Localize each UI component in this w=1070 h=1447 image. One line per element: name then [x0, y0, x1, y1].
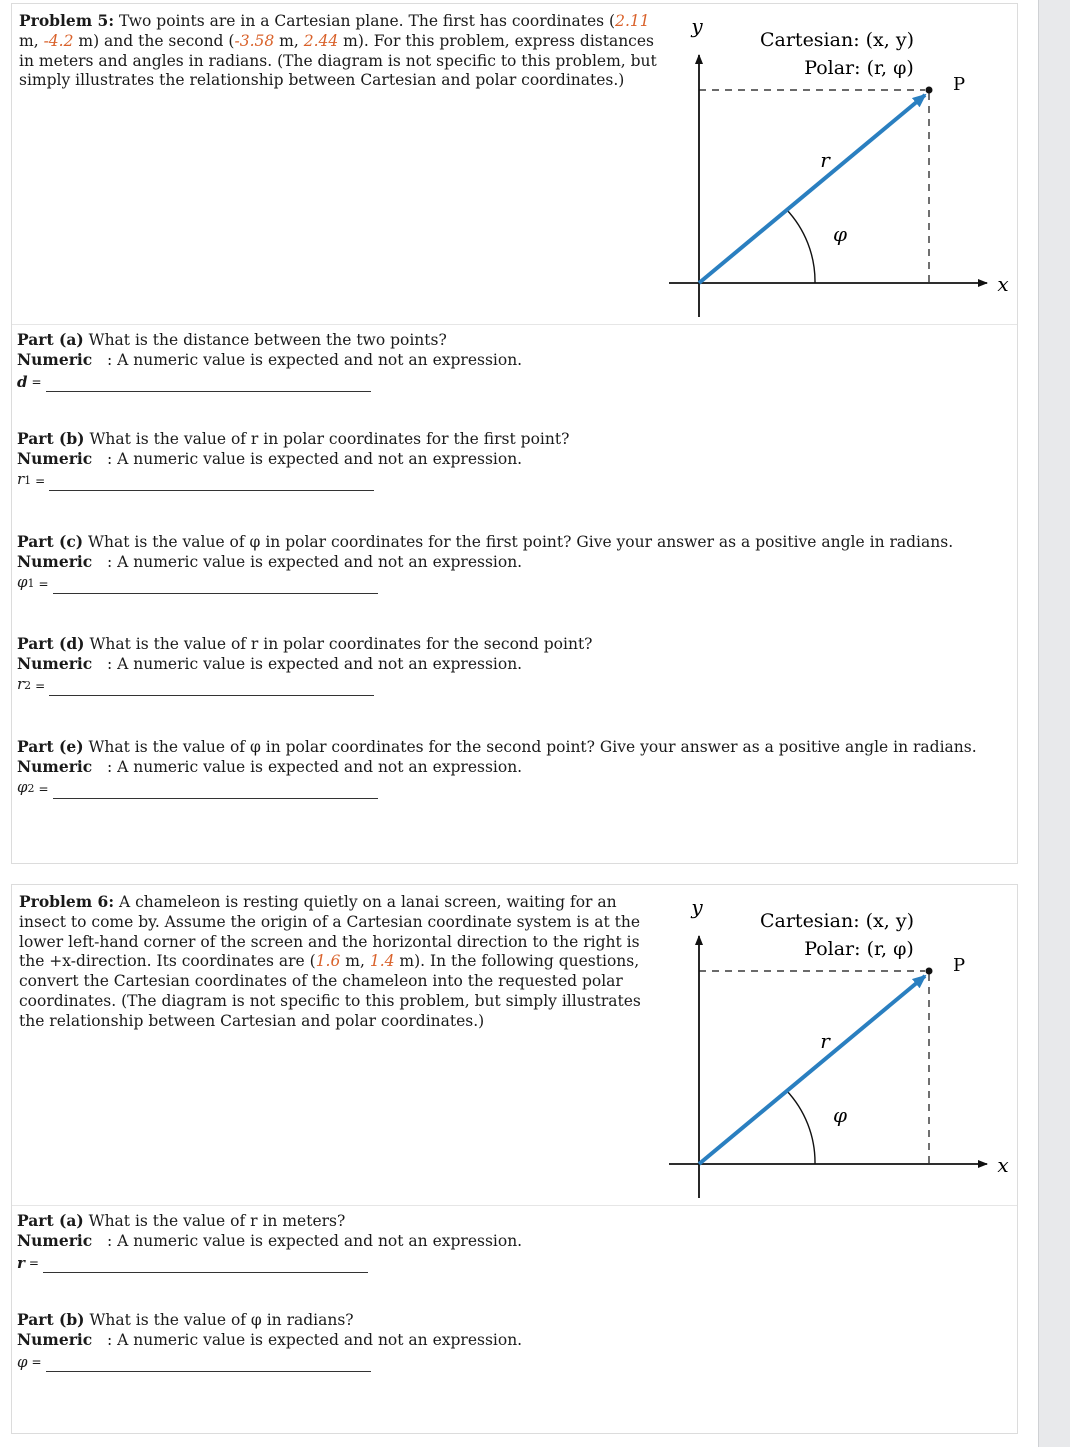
answer-input[interactable] [53, 784, 378, 799]
polar-label: Polar: (r, φ) [804, 938, 914, 960]
answer-variable [17, 1352, 28, 1372]
variable-subscript: 2 [27, 782, 35, 795]
numeric-label: Numeric [17, 552, 93, 571]
answer-row [17, 1251, 522, 1273]
statement-text: m, [274, 31, 304, 50]
variable-subscript: 1 [24, 474, 32, 487]
p5-part-a [17, 330, 522, 392]
scrollbar[interactable] [1038, 0, 1070, 1447]
answer-type-note [17, 449, 569, 469]
equals-sign: = [35, 679, 46, 693]
answer-type-note [17, 552, 953, 572]
numeric-label: Numeric [17, 449, 93, 468]
question-text: What is the value of φ in radians? [84, 1311, 354, 1329]
part-label: Part (a) [17, 330, 84, 349]
answer-type-note [17, 1330, 522, 1350]
statement-text: m, [340, 952, 370, 971]
numeric-note: : A numeric value is expected and not an expression. [92, 351, 523, 369]
answer-variable [17, 674, 31, 696]
polar-label: Polar: (r, φ) [804, 57, 914, 79]
part-label: Part (a) [17, 1211, 84, 1230]
part-question [17, 532, 953, 552]
answer-row [17, 777, 977, 799]
statement-text: A chameleon is resting quietly on a lanai screen, waiting for an insect to come by. Assume the origin of a Cartesian coordinate system is at the lower left-hand corner of the screen and the horizontal direction to the right is the +x-direction. Its coordinates are ( [19, 893, 640, 971]
answer-variable [17, 372, 28, 392]
variable-subscript: 1 [27, 577, 35, 590]
polar-diagram [667, 888, 1017, 1208]
problem-5-card [11, 3, 1018, 864]
question-text: What is the value of r in polar coordinates for the second point? [84, 635, 593, 653]
numeric-label: Numeric [17, 1330, 93, 1349]
point-p-label: P [952, 74, 966, 95]
variable-symbol: r [17, 470, 25, 488]
part-question [17, 634, 593, 654]
p5-part-c [17, 532, 953, 594]
part-label: Part (b) [17, 429, 85, 448]
numeric-label: Numeric [17, 654, 93, 673]
numeric-label: Numeric [17, 1231, 93, 1250]
variable-symbol: d [17, 373, 28, 391]
answer-input[interactable] [49, 681, 374, 696]
answer-row [17, 370, 522, 392]
r-label: r [820, 1029, 830, 1053]
numeric-note: : A numeric value is expected and not an expression. [92, 1232, 523, 1250]
problem-6-title: Problem 6: [19, 892, 115, 911]
answer-row [17, 572, 953, 594]
numeric-note: : A numeric value is expected and not an expression. [92, 758, 523, 776]
p6-part-b [17, 1310, 522, 1372]
statement-text: m). In the following questions, convert the Cartesian coordinates of the chameleon into the requested polar coordinates. (The diagram is not specific to this problem, but simply illustrates the relationship between Cartesian and polar coordinates.) [19, 952, 641, 1030]
numeric-note: : A numeric value is expected and not an expression. [92, 450, 523, 468]
variable-symbol: φ [17, 573, 28, 591]
phi-label: φ [832, 222, 848, 246]
given-value: -3.58 [234, 31, 275, 50]
statement-text: m) and the second ( [73, 31, 235, 50]
question-text: What is the value of φ in polar coordinates for the first point? Give your answer as a positive angle in radians. [83, 533, 954, 551]
divider [12, 324, 1017, 325]
answer-type-note [17, 654, 593, 674]
equals-sign: = [35, 474, 46, 488]
answer-variable [17, 572, 35, 594]
y-axis-label: y [691, 895, 703, 919]
answer-input[interactable] [46, 377, 371, 392]
question-text: What is the value of φ in polar coordinates for the second point? Give your answer as a positive angle in radians. [83, 738, 977, 756]
given-value: 2.44 [303, 31, 339, 50]
p6-part-a [17, 1211, 522, 1273]
point-p-dot [926, 968, 933, 975]
angle-arc [786, 1090, 815, 1164]
given-value: 1.6 [315, 952, 341, 971]
answer-input[interactable] [53, 579, 378, 594]
statement-text: m, [19, 31, 44, 50]
answer-variable [17, 777, 35, 799]
p5-part-e [17, 737, 977, 799]
part-question [17, 1310, 522, 1330]
point-p-dot [926, 87, 933, 94]
question-text: What is the distance between the two points? [83, 331, 447, 349]
variable-symbol: φ [17, 778, 28, 796]
p5-part-b [17, 429, 569, 491]
part-question [17, 737, 977, 757]
phi-label: φ [832, 1103, 848, 1127]
answer-row [17, 1350, 522, 1372]
answer-variable [17, 1253, 25, 1273]
angle-arc [786, 209, 815, 283]
answer-input[interactable] [43, 1258, 368, 1273]
variable-subscript: 2 [24, 679, 32, 692]
problem-5-body [19, 12, 657, 89]
given-value: -4.2 [43, 31, 74, 50]
equals-sign: = [38, 782, 49, 796]
question-text: What is the value of r in meters? [83, 1212, 346, 1230]
part-label: Part (e) [17, 737, 84, 756]
divider [12, 1205, 1017, 1206]
answer-type-note [17, 350, 522, 370]
question-text: What is the value of r in polar coordinates for the first point? [84, 430, 570, 448]
numeric-label: Numeric [17, 350, 93, 369]
answer-variable [17, 469, 31, 491]
numeric-note: : A numeric value is expected and not an expression. [92, 1331, 523, 1349]
part-question [17, 330, 522, 350]
r-label: r [820, 148, 830, 172]
given-value: 2.11 [615, 12, 650, 30]
equals-sign: = [38, 577, 49, 591]
part-question [17, 1211, 522, 1231]
x-axis-label: x [997, 272, 1009, 296]
answer-row [17, 674, 593, 696]
answer-input[interactable] [49, 476, 374, 491]
problem-6-statement [19, 892, 659, 1032]
part-label: Part (c) [17, 532, 84, 551]
answer-type-note [17, 1231, 522, 1251]
statement-text: Two points are in a Cartesian plane. The first has coordinates ( [114, 12, 616, 30]
equals-sign: = [31, 1355, 42, 1369]
point-p-label: P [952, 955, 966, 976]
numeric-label: Numeric [17, 757, 93, 776]
problem-5-title: Problem 5: [19, 11, 115, 30]
variable-symbol: φ [17, 1353, 28, 1371]
part-label: Part (b) [17, 1310, 85, 1329]
equals-sign: = [31, 375, 42, 389]
polar-diagram [667, 7, 1017, 327]
statement-text: m). For this problem, express distances in meters and angles in radians. (The diagram is not specific to this problem, but simply illustrates the relationship between Cartesian and polar coordinates.) [19, 31, 657, 90]
part-label: Part (d) [17, 634, 85, 653]
answer-type-note [17, 757, 977, 777]
variable-symbol: r [17, 675, 25, 693]
y-axis-label: y [691, 14, 703, 38]
variable-symbol: r [17, 1254, 25, 1272]
numeric-note: : A numeric value is expected and not an expression. [92, 553, 523, 571]
problem-6-card [11, 884, 1018, 1434]
cartesian-label: Cartesian: (x, y) [759, 29, 915, 51]
problem-6-body [19, 893, 641, 1030]
part-question [17, 429, 569, 449]
answer-input[interactable] [46, 1357, 371, 1372]
problem-5-statement [19, 11, 659, 91]
p5-part-d [17, 634, 593, 696]
answer-row [17, 469, 569, 491]
x-axis-label: x [997, 1153, 1009, 1177]
numeric-note: : A numeric value is expected and not an expression. [92, 655, 523, 673]
cartesian-label: Cartesian: (x, y) [759, 910, 915, 932]
given-value: 1.4 [369, 952, 395, 971]
equals-sign: = [28, 1256, 39, 1270]
